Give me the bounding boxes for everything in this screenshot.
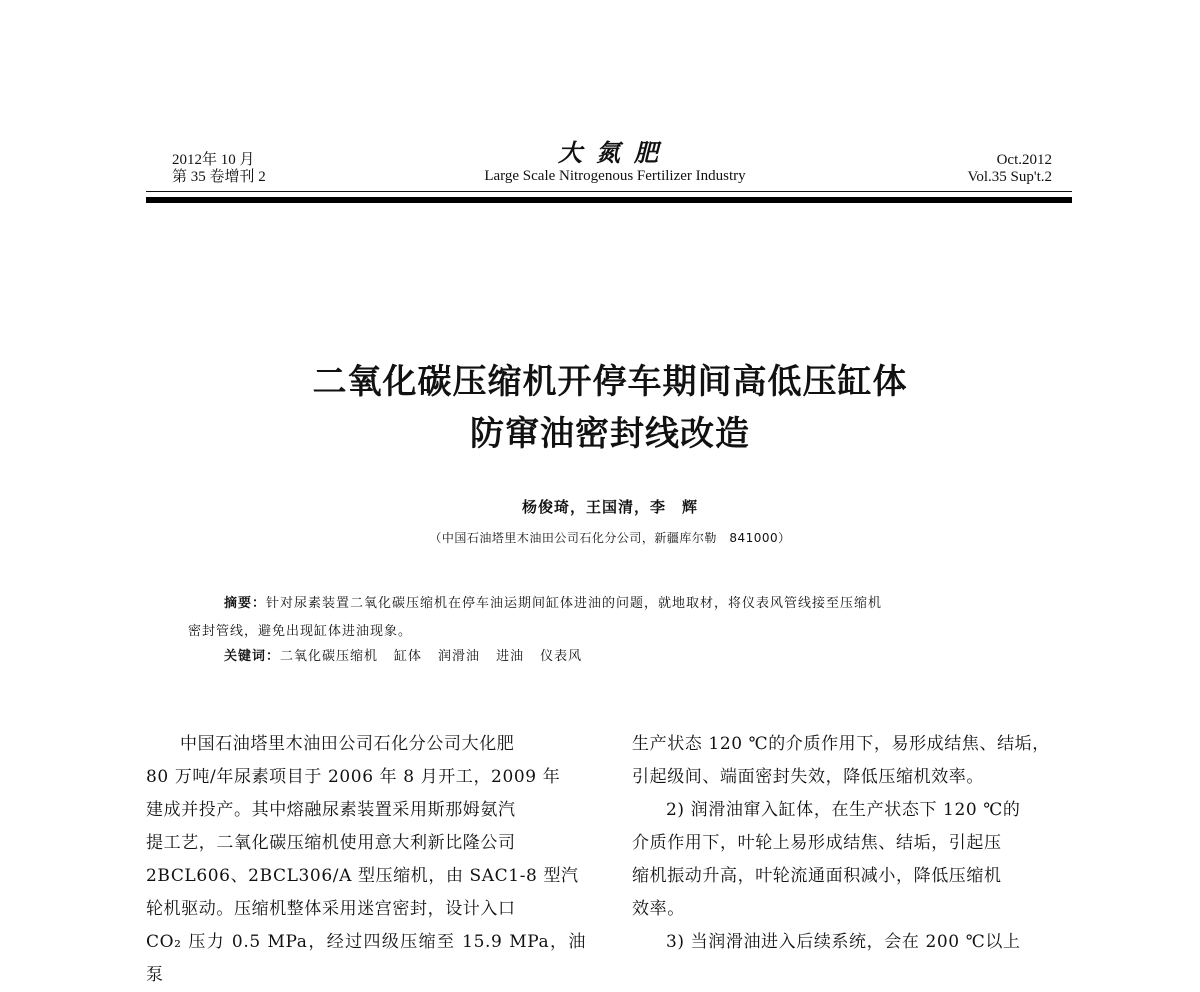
article-title [200, 356, 1020, 460]
title-line-1: 二氧化碳压缩机开停车期间高低压缸体 [312, 362, 908, 402]
affiliation: （中国石油塔里木油田公司石化分公司，新疆库尔勒 841000） [429, 531, 791, 545]
header-date-en: Oct.2012 [996, 152, 1052, 168]
header-volume-cn: 第 35 卷增刊 2 [172, 169, 266, 185]
body-line: 2BCL606、2BCL306/A 型压缩机，由 SAC1-8 型汽 [146, 866, 579, 886]
body-line: 3) 当润滑油进入后续系统，会在 200 ℃以上 [666, 932, 1021, 952]
header-rule-thick [146, 197, 1072, 203]
authors: 杨俊琦，王国清，李 辉 [521, 498, 698, 516]
body-line: 建成并投产。其中熔融尿素装置采用斯那姆氨汽 [146, 800, 516, 820]
body-line: 2) 润滑油窜入缸体，在生产状态下 120 ℃的 [666, 800, 1021, 820]
journal-name: Large Scale Nitrogenous Fertilizer Industry [484, 168, 746, 184]
header-date-cn: 2012年 10 月 [172, 152, 255, 168]
body-line: 提工艺，二氧化碳压缩机使用意大利新比隆公司 [146, 833, 516, 853]
keyword: 润滑油 [438, 649, 481, 664]
journal-logo: 大氮肥 [558, 138, 672, 167]
header-journal [440, 140, 790, 185]
keyword: 缸体 [394, 649, 423, 664]
header-issue-info [172, 152, 266, 186]
body-line: 生产状态 120 ℃的介质作用下，易形成结焦、结垢， [632, 734, 1050, 754]
body-column-left [146, 728, 586, 992]
header-volume-en: Vol.35 Sup't.2 [967, 169, 1052, 185]
keyword: 二氧化碳压缩机 [280, 649, 379, 664]
body-line: 轮机驱动。压缩机整体采用迷宫密封，设计入口 [146, 899, 516, 919]
body-column-right [632, 728, 1072, 959]
body-line: 介质作用下，叶轮上易形成结焦、结垢，引起压 [632, 833, 1002, 853]
header-issue-info-en [967, 152, 1052, 186]
body-line: CO₂ 压力 0.5 MPa，经过四级压缩至 15.9 MPa，油泵 [146, 932, 586, 985]
body-line: 引起级间、端面密封失效，降低压缩机效率。 [632, 767, 984, 787]
abstract-line-2: 密封管线，避免出现缸体进油现象。 [188, 624, 413, 639]
body-line: 缩机振动升高，叶轮流通面积减小，降低压缩机 [632, 866, 1002, 886]
body-line: 中国石油塔里木油田公司石化分公司大化肥 [180, 734, 515, 754]
keyword: 进油 [496, 649, 525, 664]
abstract-text-1: 针对尿素装置二氧化碳压缩机在停车油运期间缸体进油的问题，就地取材，将仪表风管线接至压缩机 [266, 596, 883, 611]
abstract-label: 摘要： [224, 596, 267, 611]
body-line: 80 万吨/年尿素项目于 2006 年 8 月开工，2009 年 [146, 767, 561, 787]
title-line-2: 防窜油密封线改造 [470, 414, 750, 454]
abstract [188, 590, 1038, 646]
keywords-label: 关键词： [224, 649, 281, 664]
keyword: 仪表风 [540, 649, 583, 664]
body-line: 效率。 [632, 899, 685, 919]
keywords [224, 647, 598, 667]
abstract-line-1 [188, 590, 1038, 618]
header-rule-thin [146, 191, 1072, 192]
